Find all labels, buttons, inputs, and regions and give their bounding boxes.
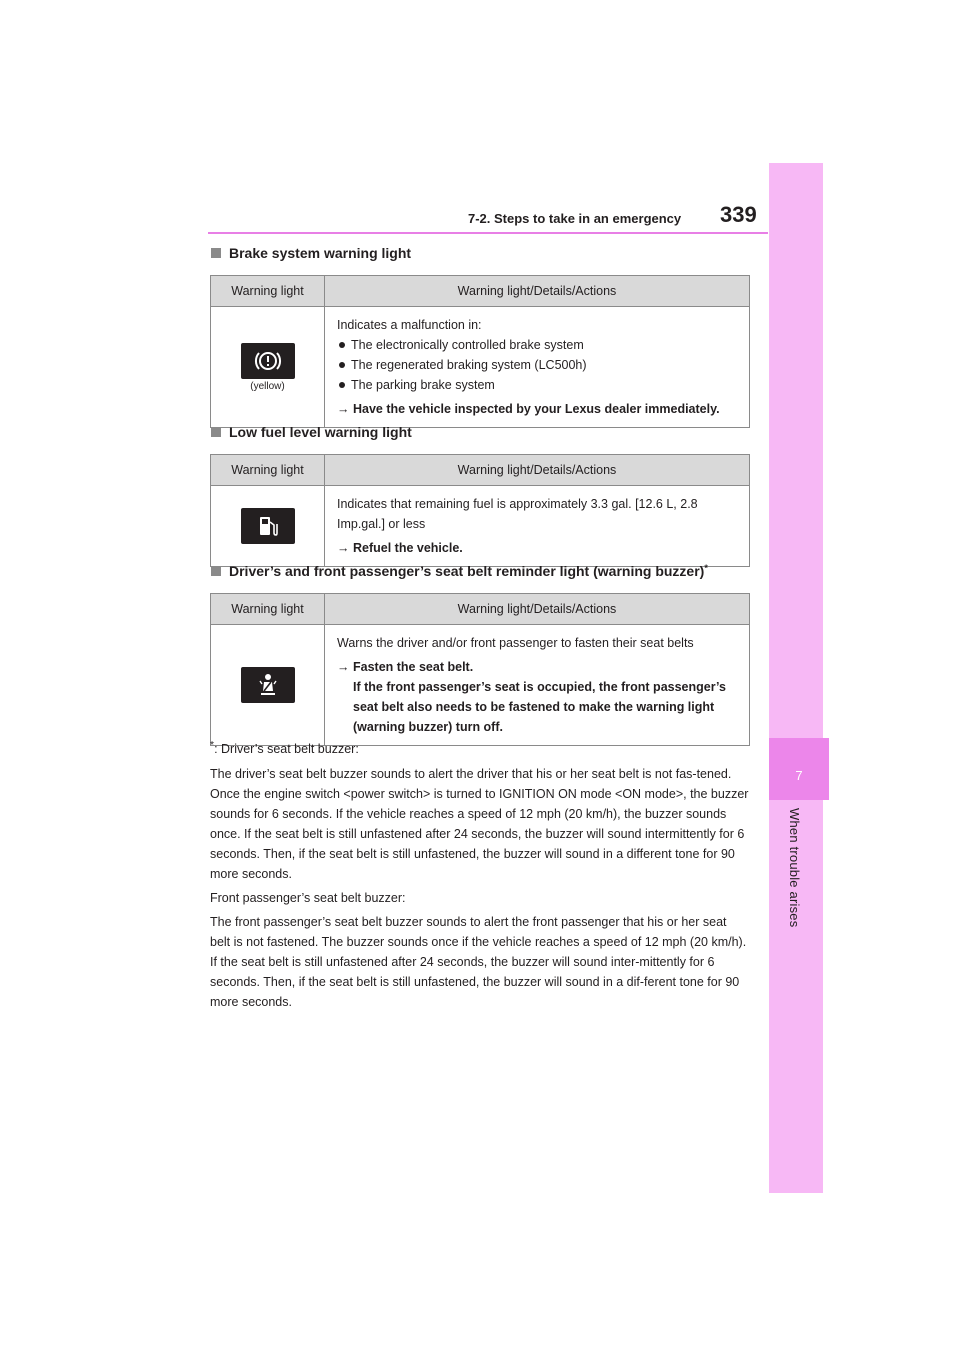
seat-belt-warning-table [210,593,750,746]
list-item: The parking brake system [337,375,743,395]
list-item: The electronically controlled brake system [337,335,743,355]
details-cell [325,625,750,746]
action-text: → Have the vehicle inspected by your Lexus dealer immediately. [337,399,743,419]
footnote-mark: * [210,740,215,751]
arrow-icon: → [337,402,350,416]
fuel-pump-icon [241,508,295,544]
col-header-details: Warning light/Details/Actions [325,455,750,486]
details-cell [325,307,750,428]
arrow-icon: → [337,660,350,674]
chapter-number: 7 [795,768,803,783]
section-marker-icon [211,427,221,437]
col-header-warning-light: Warning light [211,276,325,307]
footnote: *: Driver’s seat belt buzzer: [210,740,359,757]
chapter-label: When trouble arises [787,808,802,928]
seat-belt-icon [241,667,295,703]
details-intro: Indicates that remaining fuel is approximately 3.3 gal. [12.6 L, 2.8 Imp.gal.] or less [337,497,698,531]
fuel-warning-table [210,454,750,567]
brake-warning-icon [241,343,295,379]
bullet-icon [339,382,345,388]
details-intro: Indicates a malfunction in: [337,318,482,332]
section-marker-icon [211,566,221,576]
col-header-warning-light: Warning light [211,455,325,486]
bullet-icon [339,362,345,368]
paragraph-passenger-buzzer: The front passenger’s seat belt buzzer sounds to alert the front passenger that his or her seat belt is not fastened. The buzzer sounds once if the vehicle reaches a speed of 12 mph (20 km/h). If the seat belt is still unfastened after 24 seconds, the buzzer will sound inter-mittently for 6 seconds. Then, if the seat belt is still unfastened, the buzzer will sound in a dif-ferent tone for 90 more seconds. [210,915,747,1009]
chapter-sidebar [769,163,823,1193]
table-row [211,486,750,567]
arrow-icon: → [337,541,350,555]
icon-cell [211,486,325,567]
icon-color-caption: (yellow) [250,380,285,392]
page-number: 339 [720,202,757,227]
table-header-row [211,594,750,625]
section-header: 7-2. Steps to take in an emergency [468,211,682,226]
paragraph-driver-buzzer: The driver’s seat belt buzzer sounds to alert the driver that his or her seat belt is not fas-tened. Once the engine switch <power switch> is turned to IGNITION ON mode <ON mode>, the buzzer sounds for 6 seconds. If the vehicle reaches a speed of 12 mph (20 km/h), the buzzer sounds once. If the seat belt is still unfastened after 24 seconds, the buzzer will sound intermittently for 6 seconds. Then, if the seat belt is still unfastened, the buzzer will sound in a different tone for 90 more seconds. [210,767,749,881]
table-row [211,625,750,746]
bullet-icon [339,342,345,348]
action-text: → Fasten the seat belt. If the front passenger’s seat is occupied, the front passenger’s seat belt also needs to be fastened to make the warning light (warning buzzer) turn off. [337,657,743,737]
table-row [211,307,750,428]
table-header-row [211,276,750,307]
list-item: The regenerated braking system (LC500h) [337,355,743,375]
section-title-seat-belt: Driver’s and front passenger’s seat belt reminder light (warning buzzer) * [211,563,708,579]
col-header-details: Warning light/Details/Actions [325,594,750,625]
icon-cell [211,625,325,746]
col-header-warning-light: Warning light [211,594,325,625]
col-header-details: Warning light/Details/Actions [325,276,750,307]
paragraph-passenger-heading: Front passenger’s seat belt buzzer: [210,891,406,905]
icon-cell [211,307,325,428]
section-marker-icon [211,248,221,258]
table-header-row [211,455,750,486]
details-cell [325,486,750,567]
brake-warning-table [210,275,750,428]
header-divider [208,232,768,234]
action-detail: If the front passenger’s seat is occupied, the front passenger’s seat belt also needs to be fastened to make the warning light (warning buzzer) turn off. [353,680,727,734]
footnote-mark: * [704,563,708,573]
section-title-brake: Brake system warning light [211,245,411,261]
section-title-fuel: Low fuel level warning light [211,424,412,440]
action-text: → Refuel the vehicle. [337,538,743,558]
details-intro: Warns the driver and/or front passenger to fasten their seat belts [337,636,694,650]
